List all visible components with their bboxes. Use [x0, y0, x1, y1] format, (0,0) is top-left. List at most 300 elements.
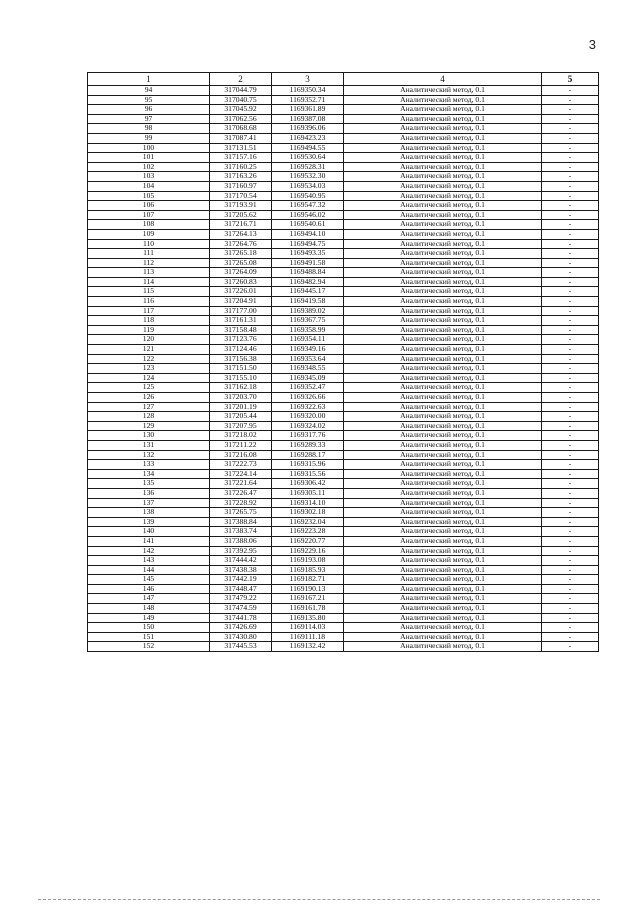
x-coordinate-cell: 317448.47 [210, 584, 272, 594]
table-row [88, 249, 599, 259]
point-number-cell: 148 [88, 604, 210, 614]
method-cell: Аналитический метод, 0.1 [344, 239, 542, 249]
description-cell: - [542, 565, 599, 575]
y-coordinate-cell: 1169493.35 [272, 249, 344, 259]
y-coordinate-cell: 1169167.21 [272, 594, 344, 604]
y-coordinate-cell: 1169494.10 [272, 229, 344, 239]
table-row [88, 623, 599, 633]
y-coordinate-cell: 1169315.56 [272, 469, 344, 479]
table-row [88, 479, 599, 489]
x-coordinate-cell: 317151.50 [210, 364, 272, 374]
method-cell: Аналитический метод, 0.1 [344, 460, 542, 470]
point-number-cell: 141 [88, 536, 210, 546]
method-cell: Аналитический метод, 0.1 [344, 536, 542, 546]
method-cell: Аналитический метод, 0.1 [344, 556, 542, 566]
table-row [88, 316, 599, 326]
description-cell: - [542, 220, 599, 230]
y-coordinate-cell: 1169220.77 [272, 536, 344, 546]
x-coordinate-cell: 317228.92 [210, 498, 272, 508]
point-number-cell: 103 [88, 172, 210, 182]
x-coordinate-cell: 317177.00 [210, 306, 272, 316]
method-cell: Аналитический метод, 0.1 [344, 162, 542, 172]
description-cell: - [542, 335, 599, 345]
x-coordinate-cell: 317045.92 [210, 105, 272, 115]
y-coordinate-cell: 1169354.11 [272, 335, 344, 345]
method-cell: Аналитический метод, 0.1 [344, 297, 542, 307]
x-coordinate-cell: 317222.73 [210, 460, 272, 470]
method-cell: Аналитический метод, 0.1 [344, 393, 542, 403]
point-number-cell: 132 [88, 450, 210, 460]
table-row [88, 508, 599, 518]
y-coordinate-cell: 1169396.06 [272, 124, 344, 134]
point-number-cell: 145 [88, 575, 210, 585]
table-row [88, 181, 599, 191]
y-coordinate-cell: 1169135.80 [272, 613, 344, 623]
y-coordinate-cell: 1169494.55 [272, 143, 344, 153]
y-coordinate-cell: 1169288.17 [272, 450, 344, 460]
table-row [88, 306, 599, 316]
method-cell: Аналитический метод, 0.1 [344, 114, 542, 124]
table-body [88, 86, 599, 652]
point-number-cell: 136 [88, 488, 210, 498]
table-row [88, 460, 599, 470]
y-coordinate-cell: 1169546.02 [272, 210, 344, 220]
x-coordinate-cell: 317221.64 [210, 479, 272, 489]
description-cell: - [542, 124, 599, 134]
table-row [88, 114, 599, 124]
table-row [88, 613, 599, 623]
y-coordinate-cell: 1169482.94 [272, 277, 344, 287]
point-number-cell: 112 [88, 258, 210, 268]
y-coordinate-cell: 1169232.04 [272, 517, 344, 527]
x-coordinate-cell: 317087.41 [210, 133, 272, 143]
y-coordinate-cell: 1169111.18 [272, 632, 344, 642]
point-number-cell: 122 [88, 354, 210, 364]
bottom-divider [38, 899, 600, 900]
point-number-cell: 108 [88, 220, 210, 230]
table-row [88, 153, 599, 163]
y-coordinate-cell: 1169352.71 [272, 95, 344, 105]
y-coordinate-cell: 1169367.75 [272, 316, 344, 326]
table-row [88, 575, 599, 585]
table-row [88, 373, 599, 383]
description-cell: - [542, 556, 599, 566]
method-cell: Аналитический метод, 0.1 [344, 249, 542, 259]
method-cell: Аналитический метод, 0.1 [344, 133, 542, 143]
point-number-cell: 102 [88, 162, 210, 172]
y-coordinate-cell: 1169358.99 [272, 325, 344, 335]
method-cell: Аналитический метод, 0.1 [344, 201, 542, 211]
description-cell: - [542, 632, 599, 642]
point-number-cell: 123 [88, 364, 210, 374]
table-row [88, 402, 599, 412]
page-number: 3 [588, 37, 596, 52]
description-cell: - [542, 105, 599, 115]
description-cell: - [542, 354, 599, 364]
description-cell: - [542, 258, 599, 268]
x-coordinate-cell: 317226.01 [210, 287, 272, 297]
x-coordinate-cell: 317131.51 [210, 143, 272, 153]
table-row [88, 325, 599, 335]
method-cell: Аналитический метод, 0.1 [344, 412, 542, 422]
description-cell: - [542, 316, 599, 326]
y-coordinate-cell: 1169419.58 [272, 297, 344, 307]
description-cell: - [542, 239, 599, 249]
point-number-cell: 127 [88, 402, 210, 412]
x-coordinate-cell: 317193.91 [210, 201, 272, 211]
point-number-cell: 138 [88, 508, 210, 518]
point-number-cell: 126 [88, 393, 210, 403]
method-cell: Аналитический метод, 0.1 [344, 565, 542, 575]
x-coordinate-cell: 317123.76 [210, 335, 272, 345]
point-number-cell: 121 [88, 345, 210, 355]
description-cell: - [542, 604, 599, 614]
point-number-cell: 144 [88, 565, 210, 575]
description-cell: - [542, 575, 599, 585]
description-cell: - [542, 517, 599, 527]
y-coordinate-cell: 1169353.64 [272, 354, 344, 364]
y-coordinate-cell: 1169345.09 [272, 373, 344, 383]
point-number-cell: 98 [88, 124, 210, 134]
table-row [88, 239, 599, 249]
table-row [88, 229, 599, 239]
x-coordinate-cell: 317203.70 [210, 393, 272, 403]
point-number-cell: 111 [88, 249, 210, 259]
method-cell: Аналитический метод, 0.1 [344, 642, 542, 652]
y-coordinate-cell: 1169322.63 [272, 402, 344, 412]
x-coordinate-cell: 317226.47 [210, 488, 272, 498]
x-coordinate-cell: 317218.02 [210, 431, 272, 441]
method-cell: Аналитический метод, 0.1 [344, 172, 542, 182]
description-cell: - [542, 325, 599, 335]
x-coordinate-cell: 317155.10 [210, 373, 272, 383]
x-coordinate-cell: 317441.78 [210, 613, 272, 623]
table-row [88, 172, 599, 182]
y-coordinate-cell: 1169361.89 [272, 105, 344, 115]
column-header-y: 3 [272, 73, 344, 86]
column-header-description: 5 [542, 73, 599, 86]
x-coordinate-cell: 317216.71 [210, 220, 272, 230]
table-row [88, 594, 599, 604]
table-row [88, 498, 599, 508]
point-number-cell: 139 [88, 517, 210, 527]
point-number-cell: 147 [88, 594, 210, 604]
method-cell: Аналитический метод, 0.1 [344, 220, 542, 230]
y-coordinate-cell: 1169314.10 [272, 498, 344, 508]
table-row [88, 287, 599, 297]
table-row [88, 517, 599, 527]
x-coordinate-cell: 317201.19 [210, 402, 272, 412]
y-coordinate-cell: 1169315.96 [272, 460, 344, 470]
y-coordinate-cell: 1169302.18 [272, 508, 344, 518]
table-row [88, 191, 599, 201]
description-cell: - [542, 345, 599, 355]
x-coordinate-cell: 317062.56 [210, 114, 272, 124]
description-cell: - [542, 440, 599, 450]
method-cell: Аналитический метод, 0.1 [344, 440, 542, 450]
method-cell: Аналитический метод, 0.1 [344, 277, 542, 287]
point-number-cell: 142 [88, 546, 210, 556]
y-coordinate-cell: 1169350.34 [272, 86, 344, 96]
description-cell: - [542, 412, 599, 422]
point-number-cell: 125 [88, 383, 210, 393]
point-number-cell: 133 [88, 460, 210, 470]
x-coordinate-cell: 317160.25 [210, 162, 272, 172]
x-coordinate-cell: 317383.74 [210, 527, 272, 537]
description-cell: - [542, 143, 599, 153]
y-coordinate-cell: 1169185.93 [272, 565, 344, 575]
x-coordinate-cell: 317392.95 [210, 546, 272, 556]
description-cell: - [542, 536, 599, 546]
method-cell: Аналитический метод, 0.1 [344, 373, 542, 383]
method-cell: Аналитический метод, 0.1 [344, 383, 542, 393]
table-row [88, 364, 599, 374]
description-cell: - [542, 249, 599, 259]
description-cell: - [542, 488, 599, 498]
method-cell: Аналитический метод, 0.1 [344, 469, 542, 479]
x-coordinate-cell: 317160.97 [210, 181, 272, 191]
method-cell: Аналитический метод, 0.1 [344, 508, 542, 518]
y-coordinate-cell: 1169532.30 [272, 172, 344, 182]
table-row [88, 86, 599, 96]
table-row [88, 268, 599, 278]
point-number-cell: 114 [88, 277, 210, 287]
description-cell: - [542, 450, 599, 460]
method-cell: Аналитический метод, 0.1 [344, 268, 542, 278]
table-row [88, 124, 599, 134]
description-cell: - [542, 460, 599, 470]
table-row [88, 393, 599, 403]
table-row [88, 440, 599, 450]
x-coordinate-cell: 317388.84 [210, 517, 272, 527]
point-number-cell: 115 [88, 287, 210, 297]
description-cell: - [542, 402, 599, 412]
description-cell: - [542, 229, 599, 239]
x-coordinate-cell: 317442.19 [210, 575, 272, 585]
description-cell: - [542, 364, 599, 374]
table-row [88, 210, 599, 220]
description-cell: - [542, 86, 599, 96]
method-cell: Аналитический метод, 0.1 [344, 210, 542, 220]
y-coordinate-cell: 1169182.71 [272, 575, 344, 585]
column-header-x: 2 [210, 73, 272, 86]
table-row [88, 565, 599, 575]
x-coordinate-cell: 317161.31 [210, 316, 272, 326]
point-number-cell: 101 [88, 153, 210, 163]
y-coordinate-cell: 1169114.03 [272, 623, 344, 633]
y-coordinate-cell: 1169305.11 [272, 488, 344, 498]
x-coordinate-cell: 317260.83 [210, 277, 272, 287]
method-cell: Аналитический метод, 0.1 [344, 517, 542, 527]
y-coordinate-cell: 1169193.08 [272, 556, 344, 566]
table-row [88, 162, 599, 172]
method-cell: Аналитический метод, 0.1 [344, 421, 542, 431]
description-cell: - [542, 181, 599, 191]
point-number-cell: 119 [88, 325, 210, 335]
point-number-cell: 143 [88, 556, 210, 566]
method-cell: Аналитический метод, 0.1 [344, 584, 542, 594]
table-row [88, 297, 599, 307]
method-cell: Аналитический метод, 0.1 [344, 450, 542, 460]
description-cell: - [542, 469, 599, 479]
description-cell: - [542, 210, 599, 220]
x-coordinate-cell: 317444.42 [210, 556, 272, 566]
y-coordinate-cell: 1169306.42 [272, 479, 344, 489]
x-coordinate-cell: 317264.76 [210, 239, 272, 249]
description-cell: - [542, 594, 599, 604]
point-number-cell: 135 [88, 479, 210, 489]
description-cell: - [542, 642, 599, 652]
point-number-cell: 146 [88, 584, 210, 594]
x-coordinate-cell: 317162.18 [210, 383, 272, 393]
y-coordinate-cell: 1169528.31 [272, 162, 344, 172]
method-cell: Аналитический метод, 0.1 [344, 306, 542, 316]
method-cell: Аналитический метод, 0.1 [344, 316, 542, 326]
x-coordinate-cell: 317264.13 [210, 229, 272, 239]
table-row [88, 556, 599, 566]
method-cell: Аналитический метод, 0.1 [344, 575, 542, 585]
method-cell: Аналитический метод, 0.1 [344, 613, 542, 623]
point-number-cell: 149 [88, 613, 210, 623]
x-coordinate-cell: 317040.75 [210, 95, 272, 105]
x-coordinate-cell: 317163.26 [210, 172, 272, 182]
point-number-cell: 113 [88, 268, 210, 278]
point-number-cell: 131 [88, 440, 210, 450]
table-row [88, 469, 599, 479]
method-cell: Аналитический метод, 0.1 [344, 345, 542, 355]
method-cell: Аналитический метод, 0.1 [344, 143, 542, 153]
method-cell: Аналитический метод, 0.1 [344, 105, 542, 115]
point-number-cell: 152 [88, 642, 210, 652]
x-coordinate-cell: 317158.48 [210, 325, 272, 335]
description-cell: - [542, 508, 599, 518]
method-cell: Аналитический метод, 0.1 [344, 191, 542, 201]
description-cell: - [542, 201, 599, 211]
table-row [88, 354, 599, 364]
table-row [88, 383, 599, 393]
description-cell: - [542, 431, 599, 441]
point-number-cell: 94 [88, 86, 210, 96]
point-number-cell: 128 [88, 412, 210, 422]
x-coordinate-cell: 317157.16 [210, 153, 272, 163]
y-coordinate-cell: 1169423.23 [272, 133, 344, 143]
x-coordinate-cell: 317204.91 [210, 297, 272, 307]
table-row [88, 632, 599, 642]
description-cell: - [542, 498, 599, 508]
description-cell: - [542, 191, 599, 201]
point-number-cell: 116 [88, 297, 210, 307]
description-cell: - [542, 133, 599, 143]
method-cell: Аналитический метод, 0.1 [344, 623, 542, 633]
x-coordinate-cell: 317044.79 [210, 86, 272, 96]
point-number-cell: 137 [88, 498, 210, 508]
table-row [88, 450, 599, 460]
y-coordinate-cell: 1169547.32 [272, 201, 344, 211]
table-row [88, 488, 599, 498]
y-coordinate-cell: 1169445.17 [272, 287, 344, 297]
description-cell: - [542, 95, 599, 105]
y-coordinate-cell: 1169324.02 [272, 421, 344, 431]
method-cell: Аналитический метод, 0.1 [344, 354, 542, 364]
description-cell: - [542, 268, 599, 278]
table-header-row [88, 73, 599, 86]
description-cell: - [542, 306, 599, 316]
description-cell: - [542, 287, 599, 297]
table-row [88, 345, 599, 355]
x-coordinate-cell: 317211.22 [210, 440, 272, 450]
description-cell: - [542, 114, 599, 124]
point-number-cell: 134 [88, 469, 210, 479]
point-number-cell: 118 [88, 316, 210, 326]
table-row [88, 584, 599, 594]
description-cell: - [542, 162, 599, 172]
method-cell: Аналитический метод, 0.1 [344, 229, 542, 239]
x-coordinate-cell: 317474.59 [210, 604, 272, 614]
method-cell: Аналитический метод, 0.1 [344, 335, 542, 345]
point-number-cell: 97 [88, 114, 210, 124]
y-coordinate-cell: 1169491.58 [272, 258, 344, 268]
table-row [88, 105, 599, 115]
method-cell: Аналитический метод, 0.1 [344, 488, 542, 498]
y-coordinate-cell: 1169389.02 [272, 306, 344, 316]
x-coordinate-cell: 317170.54 [210, 191, 272, 201]
point-number-cell: 107 [88, 210, 210, 220]
y-coordinate-cell: 1169161.78 [272, 604, 344, 614]
point-number-cell: 96 [88, 105, 210, 115]
x-coordinate-cell: 317445.53 [210, 642, 272, 652]
method-cell: Аналитический метод, 0.1 [344, 153, 542, 163]
table-row [88, 277, 599, 287]
description-cell: - [542, 297, 599, 307]
y-coordinate-cell: 1169488.84 [272, 268, 344, 278]
point-number-cell: 151 [88, 632, 210, 642]
description-cell: - [542, 153, 599, 163]
x-coordinate-cell: 317124.46 [210, 345, 272, 355]
method-cell: Аналитический метод, 0.1 [344, 287, 542, 297]
y-coordinate-cell: 1169494.75 [272, 239, 344, 249]
x-coordinate-cell: 317216.08 [210, 450, 272, 460]
x-coordinate-cell: 317207.95 [210, 421, 272, 431]
y-coordinate-cell: 1169320.00 [272, 412, 344, 422]
x-coordinate-cell: 317205.62 [210, 210, 272, 220]
point-number-cell: 129 [88, 421, 210, 431]
description-cell: - [542, 421, 599, 431]
point-number-cell: 120 [88, 335, 210, 345]
method-cell: Аналитический метод, 0.1 [344, 632, 542, 642]
x-coordinate-cell: 317264.09 [210, 268, 272, 278]
point-number-cell: 109 [88, 229, 210, 239]
y-coordinate-cell: 1169540.95 [272, 191, 344, 201]
y-coordinate-cell: 1169132.42 [272, 642, 344, 652]
method-cell: Аналитический метод, 0.1 [344, 402, 542, 412]
method-cell: Аналитический метод, 0.1 [344, 124, 542, 134]
point-number-cell: 105 [88, 191, 210, 201]
method-cell: Аналитический метод, 0.1 [344, 498, 542, 508]
method-cell: Аналитический метод, 0.1 [344, 431, 542, 441]
description-cell: - [542, 373, 599, 383]
y-coordinate-cell: 1169352.47 [272, 383, 344, 393]
x-coordinate-cell: 317205.44 [210, 412, 272, 422]
table-row [88, 201, 599, 211]
column-header-point-number: 1 [88, 73, 210, 86]
description-cell: - [542, 383, 599, 393]
method-cell: Аналитический метод, 0.1 [344, 527, 542, 537]
x-coordinate-cell: 317438.38 [210, 565, 272, 575]
method-cell: Аналитический метод, 0.1 [344, 86, 542, 96]
method-cell: Аналитический метод, 0.1 [344, 479, 542, 489]
description-cell: - [542, 584, 599, 594]
table-row [88, 143, 599, 153]
